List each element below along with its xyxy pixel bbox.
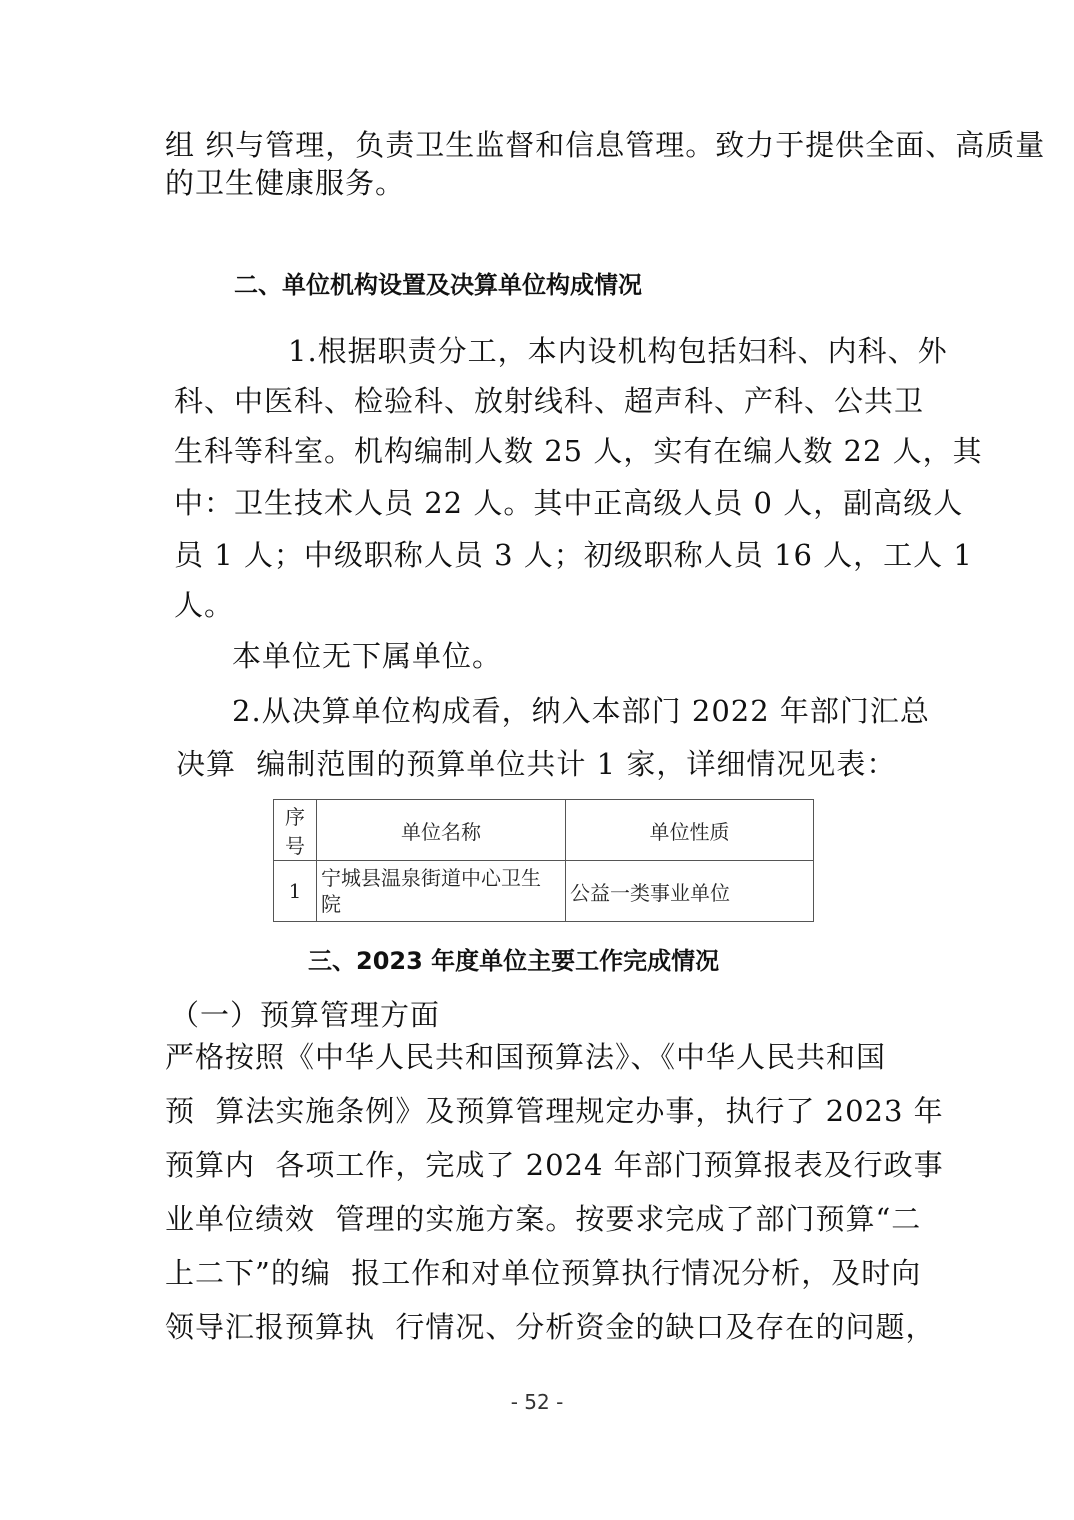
paragraph-line: 生科等科室。机构编制人数 25 人，实有在编人数 22 人，其: [174, 434, 983, 468]
paragraph-line: 科、中医科、检验科、放射线科、超声科、产科、公共卫: [174, 384, 925, 418]
intro-line: 组 织与管理，负责卫生监督和信息管理。致力于提供全面、高质量: [165, 128, 1046, 162]
paragraph-line: 上二下”的编 报工作和对单位预算执行情况分析，及时向: [165, 1256, 922, 1290]
cell-no: 1: [274, 861, 317, 922]
table-row: [274, 861, 814, 922]
header-unit-type: 单位性质: [566, 800, 814, 861]
paragraph-line: 业单位绩效 管理的实施方案。按要求完成了部门预算“二: [165, 1202, 922, 1236]
table-header-row: [274, 800, 814, 861]
header-unit-name: 单位名称: [317, 800, 566, 861]
paragraph-line: 人。: [174, 588, 235, 622]
paragraph-line: 领导汇报预算执 行情况、分析资金的缺口及存在的问题，: [165, 1310, 936, 1344]
paragraph-line: 预 算法实施条例》及预算管理规定办事，执行了 2023 年: [165, 1094, 944, 1128]
no-subordinate-text: 本单位无下属单位。: [232, 639, 503, 673]
paragraph-line: 1.根据职责分工，本内设机构包括妇科、内科、外: [288, 334, 948, 368]
cell-unit-name-line: 院: [321, 892, 341, 916]
paragraph-line: 员 1 人；中级职称人员 3 人；初级职称人员 16 人，工人 1: [174, 538, 973, 572]
header-no: [274, 800, 317, 861]
paragraph-line: 严格按照《中华人民共和国预算法》、《中华人民共和国: [165, 1040, 887, 1074]
header-no-line: 序: [285, 805, 305, 829]
paragraph-line: 预算内 各项工作，完成了 2024 年部门预算报表及行政事: [165, 1148, 944, 1182]
page-number: - 52 -: [510, 1390, 564, 1414]
section-3-heading: 三、2023 年度单位主要工作完成情况: [308, 947, 720, 975]
paragraph-line: 中：卫生技术人员 22 人。其中正高级人员 0 人，副高级人: [174, 486, 964, 520]
sub-heading: （一）预算管理方面: [170, 998, 441, 1032]
header-no-line: 号: [285, 834, 305, 858]
section-2-heading: 二、单位机构设置及决算单位构成情况: [234, 271, 642, 299]
paragraph-line: 2.从决算单位构成看，纳入本部门 2022 年部门汇总: [232, 694, 930, 728]
cell-unit-name: [317, 861, 566, 922]
paragraph-line: 决算 编制范围的预算单位共计 1 家，详细情况见表：: [176, 747, 897, 781]
unit-table: [273, 799, 814, 922]
intro-line: 的卫生健康服务。: [165, 166, 406, 200]
cell-unit-type: 公益一类事业单位: [566, 861, 814, 922]
cell-unit-name-line: 宁城县温泉街道中心卫生: [321, 866, 541, 890]
